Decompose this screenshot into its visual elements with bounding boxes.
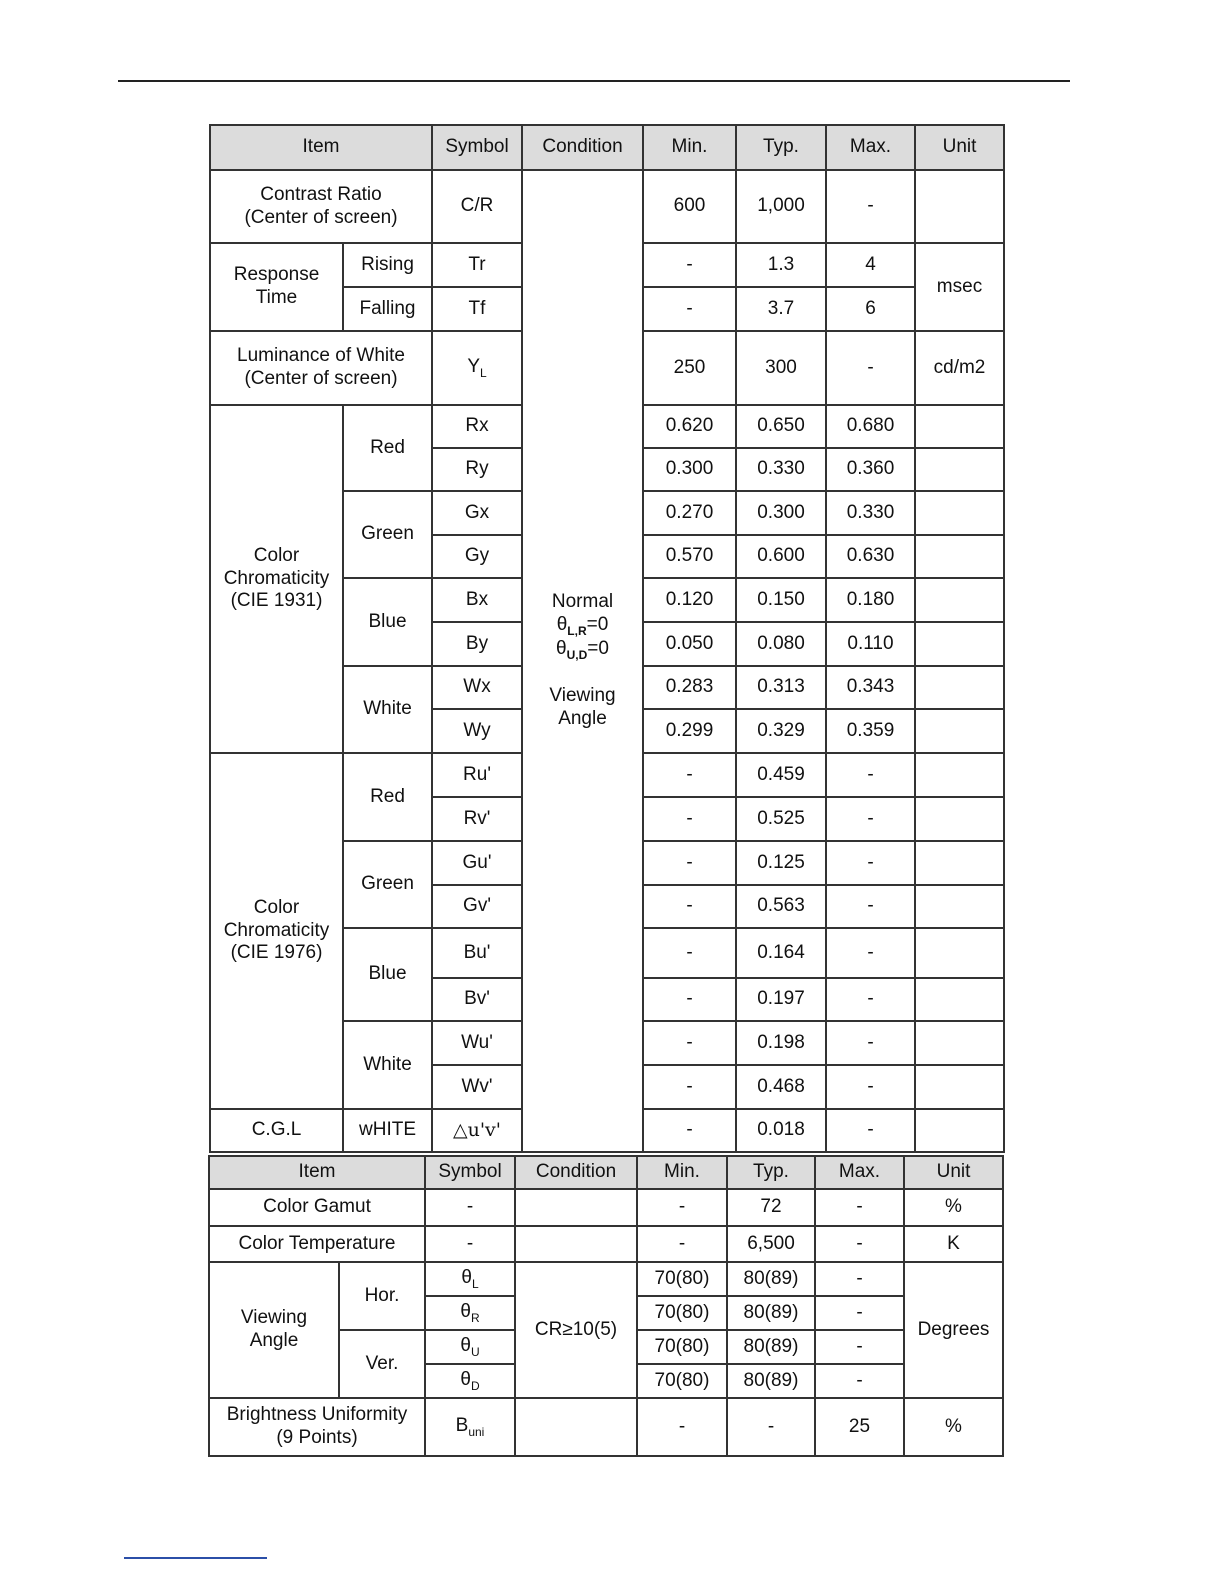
max-cell: 0.360 [826,448,915,491]
viewing-unit: Degrees [904,1262,1003,1398]
uniformity-min: - [637,1398,727,1456]
min-cell: 0.120 [643,578,736,622]
gamut-symbol: - [425,1189,515,1226]
falling-label: Falling [343,287,432,331]
header-min: Min. [637,1156,727,1189]
normal-condition-cell: Normal $\theta_{L,R}=0$ $\theta_{U,D}=0$ Viewing Angle [522,170,643,1152]
falling-symbol: Tf [432,287,522,331]
uniformity-item: Brightness Uniformity (9 Points) [209,1398,425,1456]
viewing-spec-table [208,1155,1004,1457]
cie1931-green: Green [343,491,432,578]
theta-r-symbol: $\theta_R$ [425,1296,515,1330]
table-row [209,1262,1003,1296]
temperature-condition [515,1226,637,1262]
header-min: Min. [643,125,736,170]
table-row [209,1398,1003,1456]
min-cell: 0.299 [643,709,736,753]
symbol-cell: Gx [432,491,522,535]
symbol-cell: Bu' [432,928,522,978]
symbol-cell: Ry [432,448,522,491]
header-symbol: Symbol [425,1156,515,1189]
cgl-item: C.G.L [210,1109,343,1152]
symbol-cell: Wy [432,709,522,753]
temperature-item: Color Temperature [209,1226,425,1262]
uniformity-max: 25 [815,1398,904,1456]
cie1931-red: Red [343,405,432,491]
typ-cell: 80(89) [727,1262,815,1296]
header-max: Max. [815,1156,904,1189]
header-rule [118,80,1070,82]
rising-symbol: Tr [432,243,522,287]
symbol-cell: Wv' [432,1065,522,1109]
header-typ: Typ. [727,1156,815,1189]
luminance-symbol: $Y_L$ [432,331,522,405]
temperature-min: - [637,1226,727,1262]
header-symbol: Symbol [432,125,522,170]
typ-cell: 0.329 [736,709,826,753]
cie1976-green: Green [343,841,432,928]
cgl-symbol: △u'v' [432,1109,522,1152]
min-cell: - [643,753,736,797]
uniformity-symbol: $B_{uni}$ [425,1398,515,1456]
unit-cell [915,622,1004,666]
symbol-cell: Wu' [432,1021,522,1065]
unit-cell [915,928,1004,978]
gamut-max: - [815,1189,904,1226]
unit-cell [915,797,1004,841]
max-cell: 0.343 [826,666,915,709]
symbol-cell: Ru' [432,753,522,797]
max-cell: 0.680 [826,405,915,448]
response-item: Response Time [210,243,343,331]
min-cell: 70(80) [637,1364,727,1398]
symbol-cell: Bv' [432,978,522,1021]
min-cell: 70(80) [637,1262,727,1296]
gamut-item: Color Gamut [209,1189,425,1226]
typ-cell: 80(89) [727,1364,815,1398]
min-cell: 70(80) [637,1330,727,1364]
symbol-cell: Rv' [432,797,522,841]
cie1976-red: Red [343,753,432,841]
min-cell: - [643,797,736,841]
uniformity-typ: - [727,1398,815,1456]
symbol-cell: Bx [432,578,522,622]
typ-cell: 0.150 [736,578,826,622]
header-unit: Unit [915,125,1004,170]
header-item: Item [210,125,432,170]
theta-l-symbol: $\theta_L$ [425,1262,515,1296]
max-cell: - [815,1364,904,1398]
contrast-symbol: C/R [432,170,522,243]
max-cell: 0.110 [826,622,915,666]
max-cell: - [815,1330,904,1364]
temperature-typ: 6,500 [727,1226,815,1262]
max-cell: - [826,885,915,928]
rising-label: Rising [343,243,432,287]
unit-cell [915,1065,1004,1109]
unit-cell [915,578,1004,622]
unit-cell [915,978,1004,1021]
cgl-unit [915,1109,1004,1152]
header-unit: Unit [904,1156,1003,1189]
unit-cell [915,448,1004,491]
cie1976-white: White [343,1021,432,1109]
typ-cell: 0.468 [736,1065,826,1109]
falling-typ: 3.7 [736,287,826,331]
max-cell: - [815,1296,904,1330]
footer-link-rule [124,1557,267,1559]
unit-cell [915,841,1004,885]
typ-cell: 0.650 [736,405,826,448]
max-cell: - [815,1262,904,1296]
typ-cell: 80(89) [727,1330,815,1364]
unit-cell [915,405,1004,448]
viewing-item: Viewing Angle [209,1262,339,1398]
typ-cell: 0.125 [736,841,826,885]
unit-cell [915,535,1004,578]
cgl-typ: 0.018 [736,1109,826,1152]
table-row [209,1189,1003,1226]
unit-cell [915,753,1004,797]
typ-cell: 0.525 [736,797,826,841]
cie1976-item: Color Chromaticity (CIE 1976) [210,753,343,1109]
min-cell: 0.620 [643,405,736,448]
falling-min: - [643,287,736,331]
cie1931-white: White [343,666,432,753]
rising-max: 4 [826,243,915,287]
luminance-unit: cd/m2 [915,331,1004,405]
max-cell: - [826,1021,915,1065]
header-typ: Typ. [736,125,826,170]
header-condition: Condition [515,1156,637,1189]
table-row [209,1226,1003,1262]
typ-cell: 0.080 [736,622,826,666]
cgl-min: - [643,1109,736,1152]
min-cell: - [643,885,736,928]
contrast-typ: 1,000 [736,170,826,243]
max-cell: - [826,978,915,1021]
min-cell: 0.050 [643,622,736,666]
temperature-max: - [815,1226,904,1262]
min-cell: - [643,1021,736,1065]
min-cell: 0.283 [643,666,736,709]
min-cell: - [643,978,736,1021]
symbol-cell: Gu' [432,841,522,885]
unit-cell [915,885,1004,928]
max-cell: 0.359 [826,709,915,753]
luminance-typ: 300 [736,331,826,405]
rising-min: - [643,243,736,287]
max-cell: - [826,841,915,885]
typ-cell: 80(89) [727,1296,815,1330]
cie1976-blue: Blue [343,928,432,1021]
typ-cell: 0.330 [736,448,826,491]
uniformity-unit: % [904,1398,1003,1456]
max-cell: 0.630 [826,535,915,578]
max-cell: - [826,797,915,841]
min-cell: - [643,841,736,885]
max-cell: 0.180 [826,578,915,622]
contrast-min: 600 [643,170,736,243]
optical-spec-table [209,124,1005,1153]
min-cell: 70(80) [637,1296,727,1330]
min-cell: 0.270 [643,491,736,535]
theta-d-symbol: $\theta_D$ [425,1364,515,1398]
max-cell: 0.330 [826,491,915,535]
table-header-row [209,1156,1003,1189]
unit-cell [915,709,1004,753]
cie1931-item: Color Chromaticity (CIE 1931) [210,405,343,753]
min-cell: - [643,1065,736,1109]
symbol-cell: By [432,622,522,666]
gamut-typ: 72 [727,1189,815,1226]
symbol-cell: Gv' [432,885,522,928]
contrast-unit [915,170,1004,243]
header-item: Item [209,1156,425,1189]
typ-cell: 0.563 [736,885,826,928]
min-cell: 0.570 [643,535,736,578]
cgl-max: - [826,1109,915,1152]
typ-cell: 0.300 [736,491,826,535]
max-cell: - [826,928,915,978]
unit-cell [915,666,1004,709]
typ-cell: 0.600 [736,535,826,578]
response-unit: msec [915,243,1004,331]
unit-cell [915,1021,1004,1065]
table-header-row [210,125,1004,170]
typ-cell: 0.164 [736,928,826,978]
gamut-condition [515,1189,637,1226]
rising-typ: 1.3 [736,243,826,287]
theta-u-symbol: $\theta_U$ [425,1330,515,1364]
min-cell: 0.300 [643,448,736,491]
temperature-symbol: - [425,1226,515,1262]
viewing-hor: Hor. [339,1262,425,1330]
symbol-cell: Gy [432,535,522,578]
max-cell: - [826,1065,915,1109]
uniformity-condition [515,1398,637,1456]
contrast-max: - [826,170,915,243]
gamut-min: - [637,1189,727,1226]
gamut-unit: % [904,1189,1003,1226]
typ-cell: 0.198 [736,1021,826,1065]
luminance-item: Luminance of White (Center of screen) [210,331,432,405]
symbol-cell: Wx [432,666,522,709]
viewing-ver: Ver. [339,1330,425,1398]
cie1931-blue: Blue [343,578,432,666]
viewing-condition: CR≥10(5) [515,1262,637,1398]
min-cell: - [643,928,736,978]
luminance-min: 250 [643,331,736,405]
max-cell: - [826,753,915,797]
contrast-item: Contrast Ratio (Center of screen) [210,170,432,243]
symbol-cell: Rx [432,405,522,448]
unit-cell [915,491,1004,535]
table-row [210,170,1004,243]
temperature-unit: K [904,1226,1003,1262]
typ-cell: 0.459 [736,753,826,797]
luminance-max: - [826,331,915,405]
falling-max: 6 [826,287,915,331]
header-condition: Condition [522,125,643,170]
header-max: Max. [826,125,915,170]
typ-cell: 0.313 [736,666,826,709]
cgl-sub: wHITE [343,1109,432,1152]
typ-cell: 0.197 [736,978,826,1021]
